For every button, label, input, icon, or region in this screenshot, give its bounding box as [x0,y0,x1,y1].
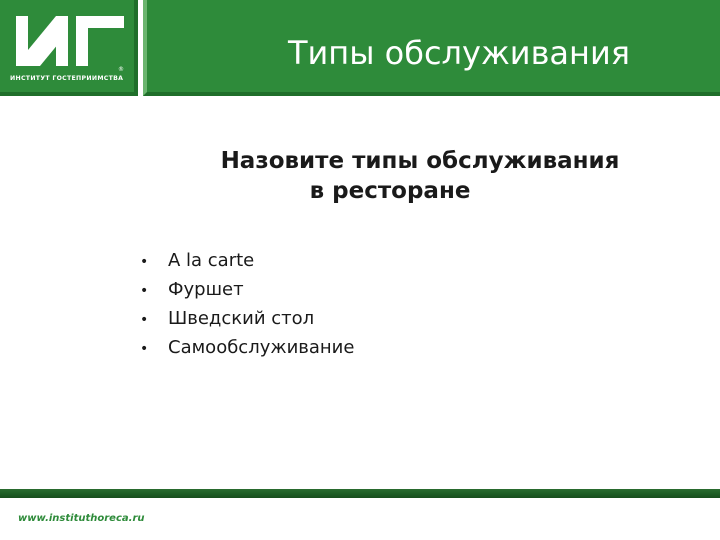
title-bar [143,0,720,96]
list-item-label: Фуршет [168,279,244,300]
question-heading [150,146,690,206]
question-line-1: Назовите типы обслуживания [220,148,620,174]
list-item [140,279,354,308]
logo-caption: ИНСТИТУТ ГОСТЕПРИИМСТВА [10,75,124,82]
bullet-icon: • [140,283,149,299]
list-item [140,337,354,366]
bullet-icon: • [140,341,149,357]
footer-website-link[interactable]: www.instituthoreca.ru [18,513,145,524]
list-item-label: A la carte [168,250,255,271]
list-item [140,250,354,279]
list-item [140,308,354,337]
question-line-2: в ресторане [309,178,471,204]
slide-title: Типы обслуживания [287,34,630,72]
list-item-label: Шведский стол [168,308,315,329]
service-types-list [140,250,354,366]
list-item-label: Самообслуживание [168,337,355,358]
footer-divider [0,489,720,498]
bullet-icon: • [140,312,149,328]
registered-mark: ® [118,66,124,73]
bullet-icon: • [140,254,149,270]
logo [0,0,138,96]
ig-logo-mark [12,12,126,70]
